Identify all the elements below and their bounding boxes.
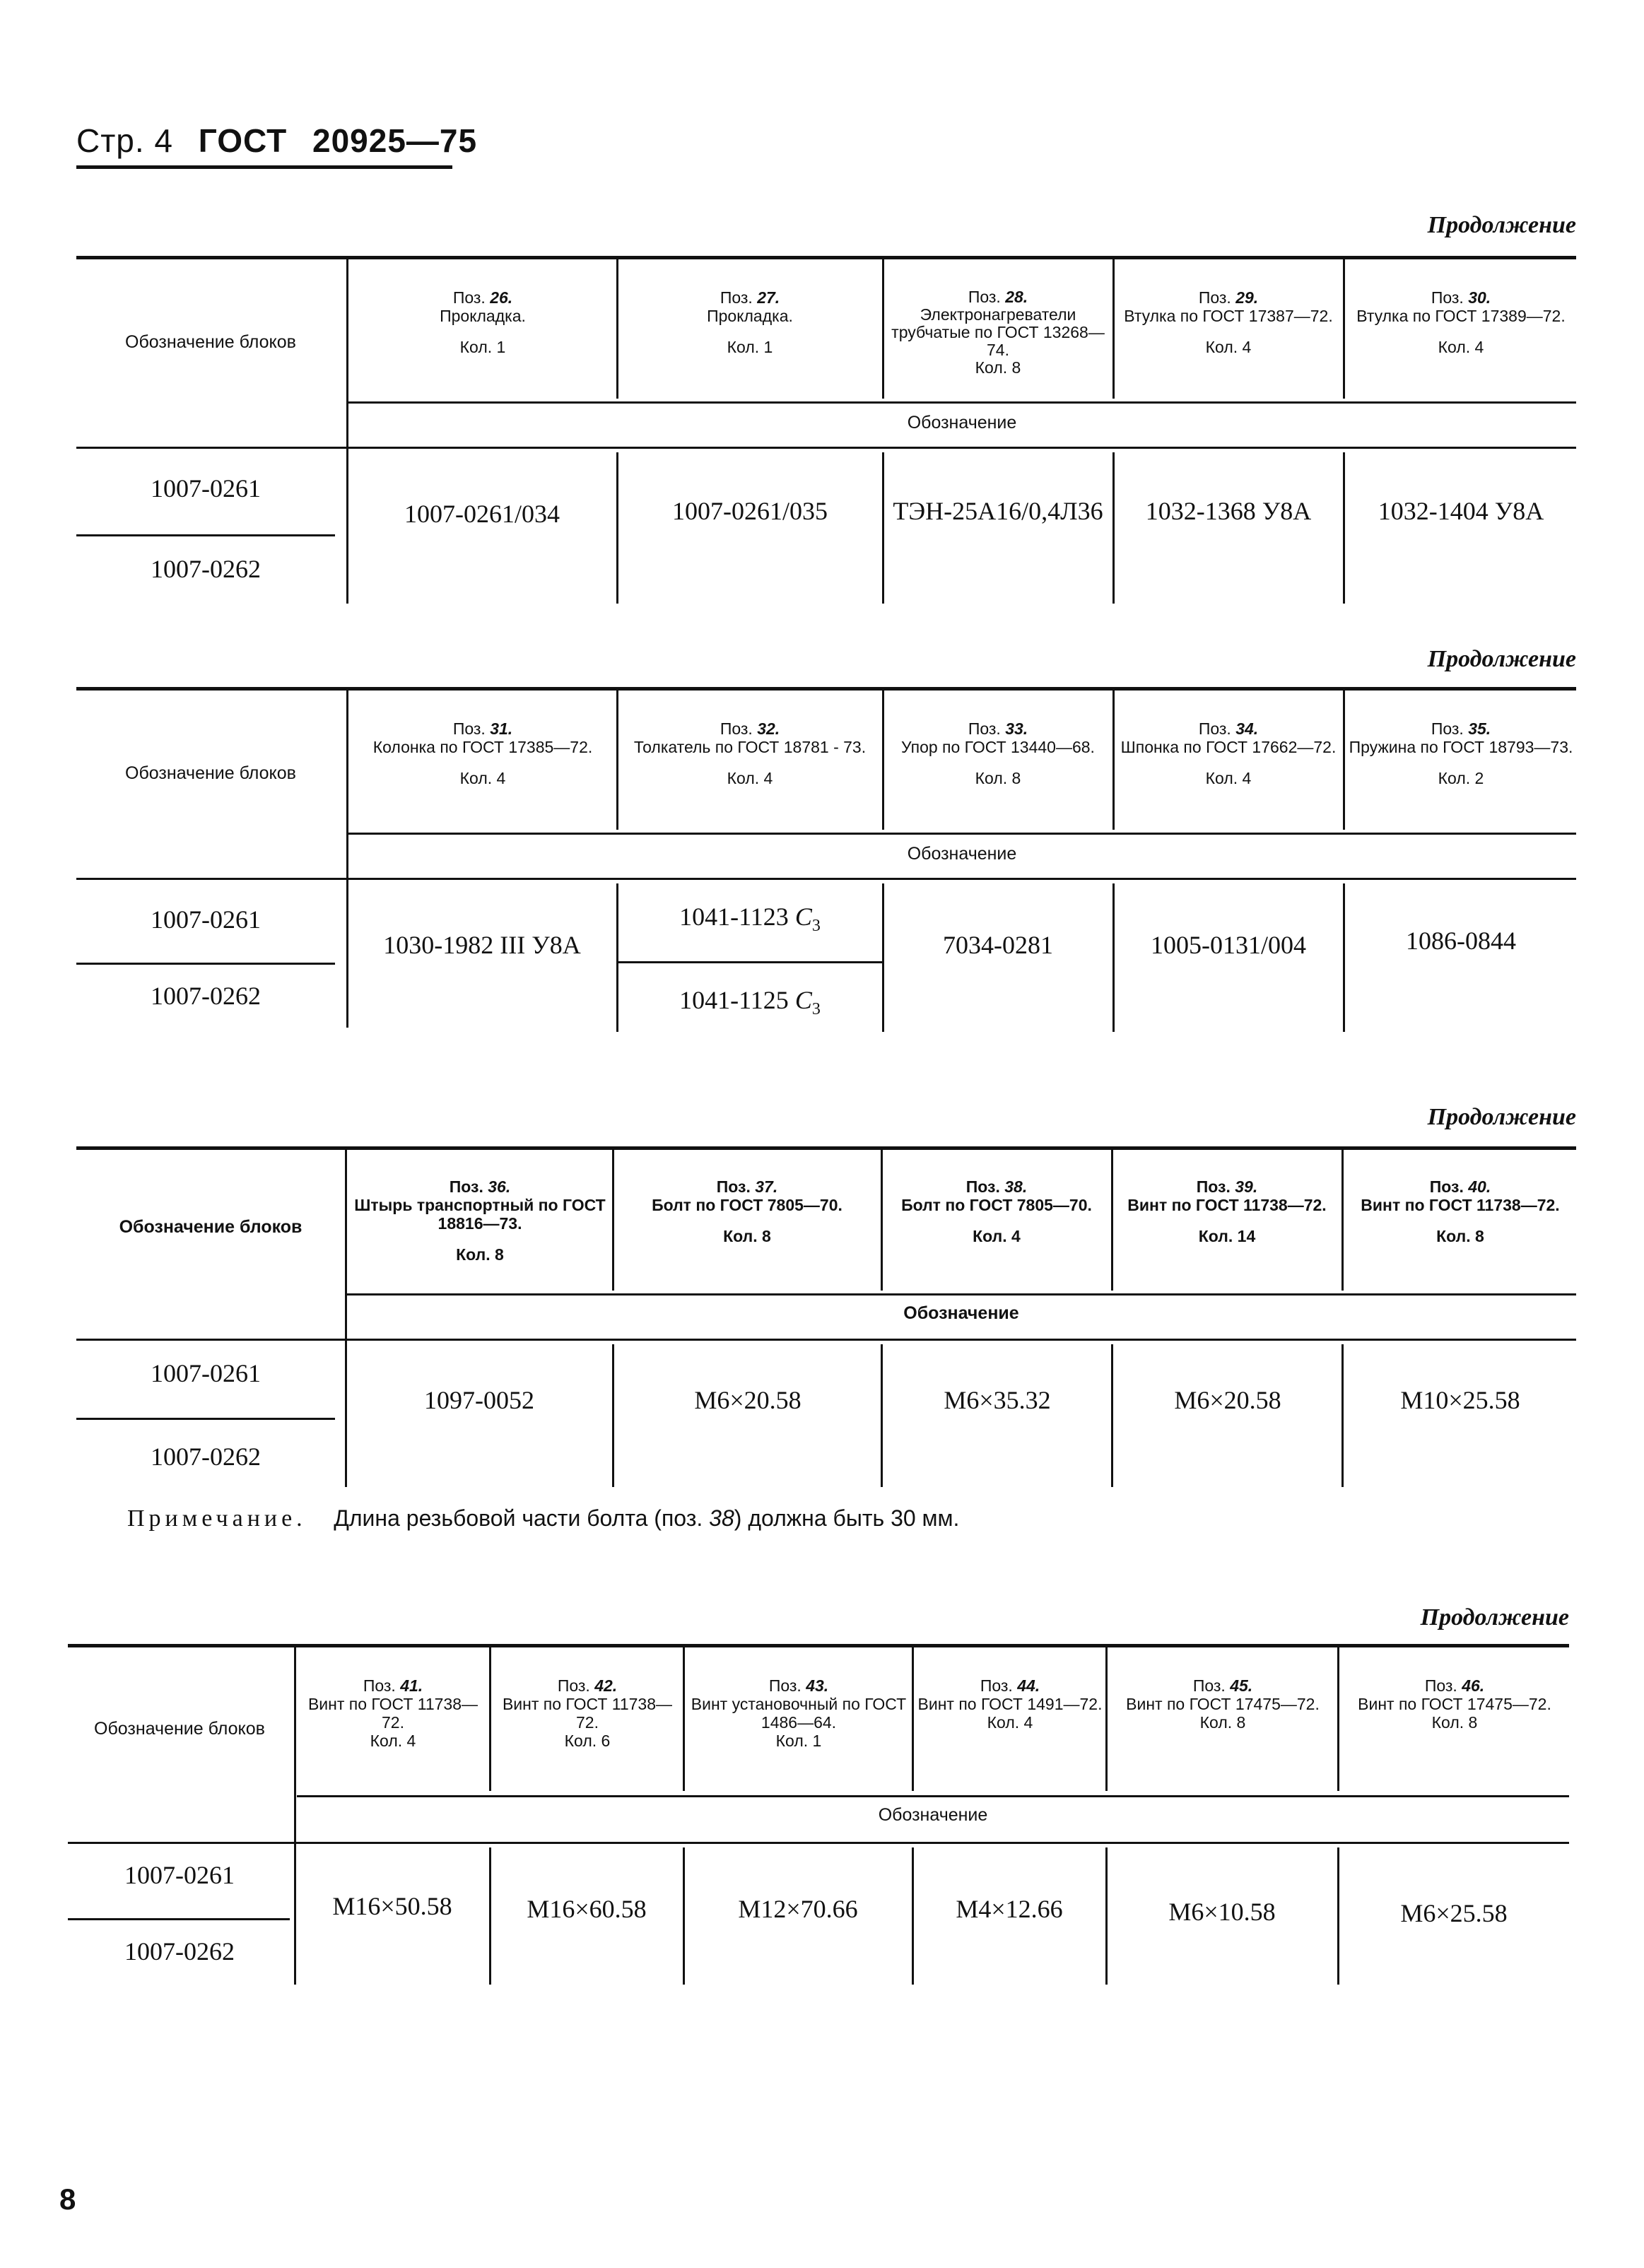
designation-value: 7034-0281 [943,931,1053,959]
header-rule [76,165,452,169]
row-label: 1007-0261 [151,474,261,503]
gost-number: 20925—75 [312,122,478,159]
designation-rule [348,833,1576,835]
designation-rule [297,1795,1569,1797]
column-line [294,1645,296,1985]
header-bottom-rule [76,878,1576,880]
column-line [683,1645,685,1791]
designation-value: 1097-0052 [424,1386,534,1414]
column-line [1343,257,1345,399]
column-header: Поз. 43. Винт установочный по ГОСТ 1486—64. Кол. 1 [691,1676,907,1750]
column-line [1112,883,1115,1032]
column-line [1112,257,1115,399]
continuation-label: Продолжение [1427,646,1576,672]
row-label: 1007-0262 [151,1443,261,1471]
column-header: Поз. 39. Винт по ГОСТ 11738—72. Кол. 14 [1127,1177,1327,1245]
column-header: Поз. 33. Упор по ГОСТ 13440—68. Кол. 8 [901,719,1095,787]
column-header: Поз. 34. Шпонка по ГОСТ 17662—72. Кол. 4 [1120,719,1337,787]
row-label: 1007-0261 [151,1359,261,1387]
column-header: Поз. 46. Винт по ГОСТ 17475—72. Кол. 8 [1358,1676,1551,1732]
row-divider [76,963,335,965]
column-line [882,257,884,399]
table-top-rule [76,1146,1576,1150]
page-number: 8 [59,2182,76,2216]
row-label: 1007-0261 [151,905,261,934]
column-line [1105,1645,1108,1791]
designation-header: Обозначение [907,413,1017,433]
column-line [616,883,618,1032]
designation-value: ТЭН-25А16/0,4Л36 [893,497,1103,525]
column-line [616,452,618,604]
note [127,1505,959,1532]
column-line [1337,1645,1339,1791]
designation-value: М16×60.58 [527,1895,647,1923]
column-header: Поз. 27. Прокладка. Кол. 1 [707,288,793,356]
designation-value: М6×20.58 [1174,1386,1281,1414]
blocks-header: Обозначение блоков [94,1719,265,1739]
column-header: Поз. 44. Винт по ГОСТ 1491—72. Кол. 4 [917,1676,1103,1732]
column-header: Поз. 31. Колонка по ГОСТ 17385—72. Кол. 4 [372,719,593,787]
designation-rule [348,401,1576,404]
header-bottom-rule [76,447,1576,449]
column-line [1112,688,1115,830]
designation-header: Обозначение [903,1303,1019,1323]
column-line [1111,1148,1113,1291]
table-top-rule [68,1644,1569,1647]
column-line [882,452,884,604]
designation-value: М6×25.58 [1400,1899,1508,1927]
column-line [1341,1344,1344,1487]
column-header: Поз. 32. Толкатель по ГОСТ 18781 - 73. Кол. 4 [633,719,867,787]
row-divider [68,1918,290,1920]
gost-label: ГОСТ [198,122,288,159]
designation-value: 1032-1404 У8А [1378,497,1544,525]
designation-value: 1086-0844 [1406,927,1516,955]
column-line [1343,452,1345,604]
designation-value: М16×50.58 [332,1892,452,1920]
column-line [612,1148,614,1291]
column-line [612,1344,614,1487]
designation-value: М10×25.58 [1400,1386,1520,1414]
column-line [489,1645,491,1791]
designation-value: 1005-0131/004 [1151,931,1306,959]
continuation-label: Продолжение [1427,212,1576,238]
row-divider [76,534,335,536]
blocks-header: Обозначение блоков [119,1217,303,1237]
designation-value: 1030-1982 III У8А [383,931,581,959]
blocks-header: Обозначение блоков [125,332,296,352]
row-label: 1007-0262 [124,1937,235,1966]
blocks-header: Обозначение блоков [125,763,296,783]
column-line [1111,1344,1113,1487]
column-header: Поз. 37. Болт по ГОСТ 7805—70. Кол. 8 [652,1177,842,1245]
column-line [1112,452,1115,604]
column-line [912,1645,914,1791]
column-line [616,257,618,399]
header-bottom-rule [68,1842,1569,1844]
designation-value: М6×35.32 [944,1386,1051,1414]
note-label: Примечание. [127,1505,307,1532]
cell-divider [616,961,882,963]
column-header: Поз. 36. Штырь транспортный по ГОСТ 18816—73. Кол. 8 [354,1177,606,1264]
designation-value: 1007-0261/034 [404,500,560,528]
column-line [881,1148,883,1291]
column-header: Поз. 35. Пружина по ГОСТ 18793—73. Кол. 2 [1349,719,1573,787]
column-header: Поз. 41. Винт по ГОСТ 11738—72. Кол. 4 [307,1676,478,1750]
designation-value: 1041-1125 $C_3$ [679,986,821,1019]
column-header: Поз. 45. Винт по ГОСТ 17475—72. Кол. 8 [1126,1676,1320,1732]
column-line [1341,1148,1344,1291]
column-line [882,688,884,830]
row-label: 1007-0261 [124,1861,235,1889]
page-header [76,122,493,160]
table-top-rule [76,687,1576,691]
column-header: Поз. 29. Втулка по ГОСТ 17387—72. Кол. 4 [1124,288,1333,356]
page-label: Стр. 4 [76,122,174,159]
designation-value: 1032-1368 У8А [1145,497,1312,525]
designation-value: 1041-1123 $C_3$ [679,903,821,936]
row-divider [76,1418,335,1420]
designation-value: 1007-0261/035 [672,497,828,525]
continuation-label: Продолжение [1427,1104,1576,1130]
designation-value: М6×10.58 [1168,1898,1276,1926]
column-line [881,1344,883,1487]
column-header: Поз. 38. Болт по ГОСТ 7805—70. Кол. 4 [901,1177,1092,1245]
column-header: Поз. 28. Электронагреватели трубчатые по ГОСТ 13268—74. Кол. 8 [891,288,1105,377]
designation-value: М6×20.58 [694,1386,802,1414]
header-bottom-rule [76,1339,1576,1341]
column-header: Поз. 30. Втулка по ГОСТ 17389—72. Кол. 4 [1356,288,1566,356]
column-header: Поз. 26. Прокладка. Кол. 1 [440,288,526,356]
column-header: Поз. 42. Винт по ГОСТ 11738—72. Кол. 6 [502,1676,673,1750]
note-text: Длина резьбовой части болта (поз. 38) должна быть 30 мм. [334,1505,960,1531]
row-label: 1007-0262 [151,555,261,583]
column-line [616,688,618,830]
table-top-rule [76,256,1576,259]
column-header: Поз. 40. Винт по ГОСТ 11738—72. Кол. 8 [1361,1177,1560,1245]
row-label: 1007-0262 [151,982,261,1010]
column-line [1343,883,1345,1032]
designation-value: М4×12.66 [956,1895,1063,1923]
designation-value: М12×70.66 [738,1895,858,1923]
column-line [1343,688,1345,830]
designation-header: Обозначение [878,1805,988,1825]
designation-header: Обозначение [907,844,1017,864]
continuation-label: Продолжение [1420,1604,1569,1631]
designation-rule [346,1293,1576,1295]
